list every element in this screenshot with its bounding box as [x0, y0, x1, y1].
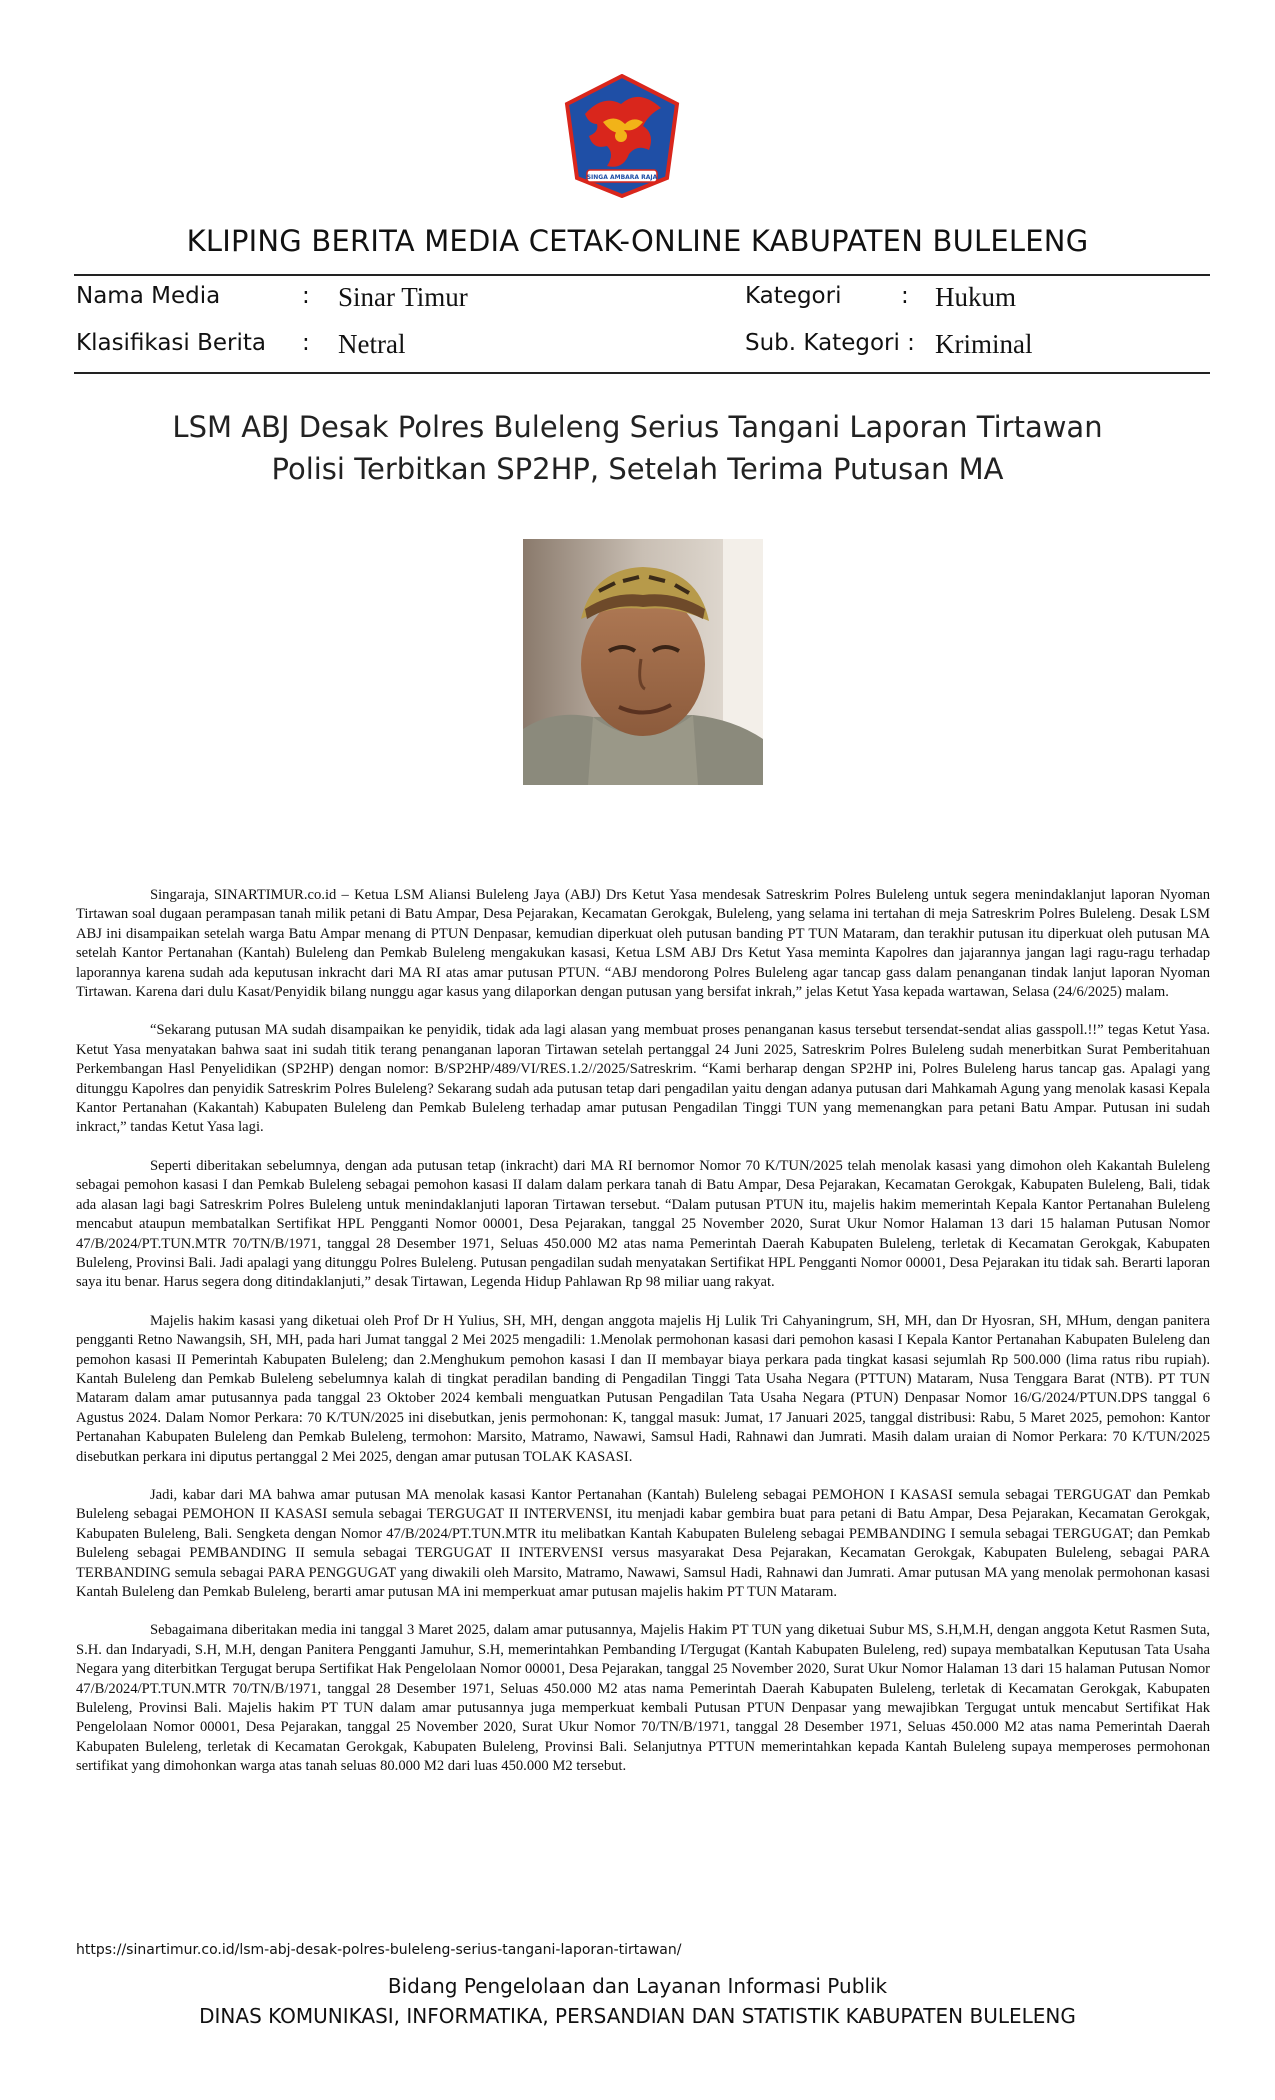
article-paragraph: “Sekarang putusan MA sudah disampaikan ke penyidik, tidak ada lagi alasan yang membuat proses penanganan kasus tersebut tersendat-sendat alias gasspoll.!!” tegas Ketut Yasa. Ketut Yasa menyatakan bahwa saat ini sudah titik terang penanganan laporan Tirtawan setelah pertanggal 24 Juni 2025, Satreskrim Polres Buleleng sudah menerbitkan Surat Pemberitahuan Perkembangan Hasl Penyelidikan (SP2HP) dengan nomor: B/SP2HP/489/VI/RES.1.2//2025/Satreskrim. “Kami berharap dengan SP2HP ini, Polres Buleleng harus tancap gas. Apalagi yang ditunggu Kapolres dan penyidik Satreskrim Polres Buleleng? Sekarang sudah ada putusan tetap dari pengadilan yaitu dengan adanya putusan dari Mahkamah Agung yang menolak kasasi Kepala Kantor Pertanahan (Kakantah) Kabupaten Buleleng dan Pemkab Buleleng terhadap amar putusan Pengadilan Tinggi TUN yang memenangkan para petani Batu Ampar. Putusan ini sudah inkract,” tandas Ketut Yasa lagi.	[76, 1022, 1210, 1136]
article-paragraph: Sebagaimana diberitakan media ini tanggal 3 Maret 2025, dalam amar putusannya, Majelis Hakim PT TUN yang diketuai Subur MS, S.H,M.H, dengan anggota Ketut Rasmen Suta, S.H. dan Indaryadi, S.H, M.H, dengan Panitera Pengganti Jamuhur, S.H, memerintahkan Pembanding I/Tergugat (Kantah Kabupaten Buleleng, red) supaya membatalkan Keputusan Tata Usaha Negara yang diterbitkan Tergugat berupa Sertifikat Hak Pengelolaan Nomor 00001, Desa Pejarakan, tanggal 25 November 2020, Surat Ukur Nomor Halaman 13 dari 15 halaman Putusan Nomor 47/B/2024/PT.TUN.MTR 70/TN/B/1971, tanggal 28 Desember 1971, Seluas 450.000 M2 atas nama Pemerintah Daerah Kabupaten Buleleng, terletak di Kecamatan Gerokgak, Kabupaten Buleleng, Provinsi Bali. Majelis hakim PT TUN dalam amar putusannya juga memperkuat kembali Putusan PTUN Denpasar yang mewajibkan Tergugat untuk mencabut Sertifikat Hak Pengelolaan Nomor 00001, Desa Pejarakan, tanggal 25 November 2020, Surat Ukur Nomor 70/TN/B/1971, tanggal 28 Desember 1971, Seluas 450.000 M2 atas nama Pemerintah Daerah Kabupaten Buleleng, terletak di Kecamatan Gerokgak, Kabupaten Buleleng, Provinsi Bali. Selanjutnya PTTUN memerintahkan kepada Kantah Buleleng supaya memperoses permohonan sertifikat yang dimohonkan warga atas tanah seluas 80.000 M2 dari luas 450.000 M2 tersebut.	[76, 1622, 1210, 1775]
media-label: Nama Media	[76, 283, 221, 309]
article-body	[76, 886, 1210, 1796]
headline-line-2: Polisi Terbitkan SP2HP, Setelah Terima Putusan MA	[271, 452, 1004, 486]
kategori-colon: :	[901, 283, 909, 309]
logo-text: SINGA AMBARA RAJA	[586, 174, 658, 181]
headline-line-1: LSM ABJ Desak Polres Buleleng Serius Tangani Laporan Tirtawan	[172, 410, 1103, 444]
header-divider-bottom	[74, 372, 1210, 374]
article-paragraph: Majelis hakim kasasi yang diketuai oleh Prof Dr H Yulius, SH, MH, dengan anggota majelis Hj Lulik Tri Cahyaningrum, SH, MH, dan Dr Hyosran, SH, MHum, dengan panitera pengganti Retno Nawangsih, SH, MH, pada hari Jumat tanggal 2 Mei 2025 mengadili: 1.Menolak permohonan kasasi dari pemohon kasasi I Kepala Kantor Pertanahan Kabupaten Buleleng dan pemohon kasasi II Pemerintah Kabupaten Buleleng; dan 2.Menghukum pemohon kasasi I dan II membayar biaya perkara pada tingkat kasasi sejumlah Rp 500.000 (lima ratus ribu rupiah). Kantah Buleleng dan Pemkab Buleleng sebelumnya kalah di tingkat peradilan banding di Pengadilan Tinggi Tata Usaha Negara (PTTUN) Mataram, Nusa Tenggara Barat (NTB). PT TUN Mataram dalam amar putusannya pada tanggal 23 Oktober 2024 kembali menguatkan Putusan Pengadilan Tata Usaha Negara (PTUN) Denpasar Nomor 16/G/2024/PTUN.DPS tanggal 6 Agustus 2024. Dalam Nomor Perkara: 70 K/TUN/2025 ini disebutkan, jenis permohonan: K, tanggal masuk: Jumat, 17 Januari 2025, tanggal distribusi: Rabu, 5 Maret 2025, pemohon: Kantor Pertanahan Kabupaten Buleleng dan Pemkab Buleleng, termohon: Marsito, Matramo, Nawawi, Samsul Hadi, Rahnawi dan Jumrati. Masih dalam uraian di Nomor Perkara: 70 K/TUN/2025 disebutkan perkara ini diputus pertanggal 2 Mei 2025, dengan amar putusan TOLAK KASASI.	[76, 1312, 1210, 1465]
klasifikasi-label: Klasifikasi Berita	[76, 330, 267, 356]
kategori-value: Hukum	[935, 282, 1016, 312]
article-paragraph: Singaraja, SINARTIMUR.co.id – Ketua LSM Aliansi Buleleng Jaya (ABJ) Drs Ketut Yasa mendesak Satreskrim Polres Buleleng untuk segera menindaklanjut laporan Nyoman Tirtawan soal dugaan perampasan tanah milik petani di Batu Ampar, Desa Pejarakan, Kecamatan Gerokgak, Buleleng, yang selama ini tertahan di meja Satreskrim Polres Buleleng. Desak LSM ABJ ini disampaikan setelah warga Batu Ampar menang di PTUN Denpasar, kemudian diperkuat oleh putusan banding PT TUN Mataram, dan terakhir putusan itu diperkuat oleh putusan MA setelah Kantor Pertanahan (Kantah) Buleleng dan Pemkab Buleleng mengakukan kasasi, Ketua LSM ABJ Drs Ketut Yasa meminta Kapolres dan jajarannya jangan lagi ragu-ragu terhadap laporannya karena sudah ada keputusan inkracht dari MA RI atas amar putusan PTUN. “ABJ mendorong Polres Buleleng agar tancap gass dalam penanganan tindak lanjut laporan Nyoman Tirtawan. Karena dari dulu Kasat/Penyidik bilang nunggu agar kasus yang dilaporkan dengan putusan yang bersifat inkrah,” jelas Ketut Yasa kepada wartawan, Selasa (24/6/2025) malam.	[76, 887, 1210, 1001]
subkategori-label: Sub. Kategori :	[745, 330, 915, 356]
subkategori-value: Kriminal	[935, 329, 1033, 359]
kategori-label: Kategori	[745, 283, 842, 309]
article-photo	[523, 539, 763, 785]
media-colon: :	[302, 283, 310, 309]
source-url[interactable]: https://sinartimur.co.id/lsm-abj-desak-polres-buleleng-serius-tangani-laporan-tirtawan/	[76, 1942, 682, 1958]
header-divider-top	[74, 274, 1210, 276]
klasifikasi-colon: :	[302, 330, 310, 356]
buleleng-logo	[563, 74, 681, 198]
footer-agency: DINAS KOMUNIKASI, INFORMATIKA, PERSANDIAN DAN STATISTIK KABUPATEN BULELENG	[199, 2004, 1076, 2028]
footer-department: Bidang Pengelolaan dan Layanan Informasi Publik	[387, 1974, 888, 1998]
klasifikasi-value: Netral	[338, 329, 406, 359]
article-paragraph: Jadi, kabar dari MA bahwa amar putusan MA menolak kasasi Kantor Pertanahan (Kantah) Buleleng sebagai PEMOHON I KASASI semula sebagai TERGUGAT dan Pemkab Buleleng sebagai PEMOHON II KASASI semula sebagai TERGUGAT II INTERVENSI, itu menjadi kabar gembira buat para petani di Batu Ampar, Desa Pejarakan, Kecamatan Gerokgak, Kabupaten Buleleng, Bali. Sengketa dengan Nomor 47/B/2024/PT.TUN.MTR itu melibatkan Kantah Kabupaten Buleleng sebagai PEMBANDING I semula sebagai TERGUGAT; dan Pemkab Buleleng sebagai PEMBANDING II semula sebagai TERGUGAT II INTERVENSI versus masyarakat Desa Pejarakan, Kecamatan Gerokgak, Kabupaten Buleleng, sebagai PARA TERBANDING semula sebagai PARA PENGGUGAT yang diwakili oleh Marsito, Matramo, Nawawi, Samsul Hadi, Rahnawi dan Jumrati. Amar putusan MA yang menolak permohonan kasasi Kantah Buleleng dan Pemkab Buleleng, berarti amar putusan MA ini memperkuat amar putusan majelis hakim PT TUN Mataram.	[76, 1486, 1210, 1600]
article-paragraph: Seperti diberitakan sebelumnya, dengan ada putusan tetap (inkracht) dari MA RI bernomor Nomor 70 K/TUN/2025 telah menolak kasasi yang dimohon oleh Kakantah Buleleng sebagai pemohon kasasi I dan Pemkab Buleleng sebagai pemohon kasasi II dalam dalam perkara tanah di Batu Ampar, Desa Pejarakan, Kecamatan Gerokgak, Kabupaten Buleleng, Bali, tidak ada alasan lagi bagi Satreskrim Polres Buleleng untuk menindaklanjuti laporan Tirtawan tersebut. “Dalam putusan PTUN itu, majelis hakim memerintah Kepala Kantor Pertanahan Buleleng mencabut ataupun membatalkan Sertifikat HPL Pengganti Nomor 00001, Desa Pejarakan, tanggal 25 November 2020, Surat Ukur Nomor Halaman 13 dari 15 halaman Putusan Nomor 47/B/2024/PT.TUN.MTR 70/TN/B/1971, tanggal 28 Desember 1971, Seluas 450.000 M2 atas nama Pemerintah Daerah Kabupaten Buleleng, terletak di Kecamatan Gerokgak, Kabupaten Buleleng, Provinsi Bali. Jadi apalagi yang ditunggu Polres Buleleng. Putusan pengadilan sudah menyatakan Sertifikat HPL Pengganti Nomor 00001, Desa Pejarakan itu tidak sah. Berarti laporan saya itu benar. Harus segera dong ditindaklanjuti,” desak Tirtawan, Legenda Hidup Pahlawan Rp 98 miliar uang rakyat.	[76, 1157, 1210, 1291]
page-title: KLIPING BERITA MEDIA CETAK-ONLINE KABUPATEN BULELENG	[186, 224, 1089, 258]
media-value: Sinar Timur	[338, 282, 468, 312]
